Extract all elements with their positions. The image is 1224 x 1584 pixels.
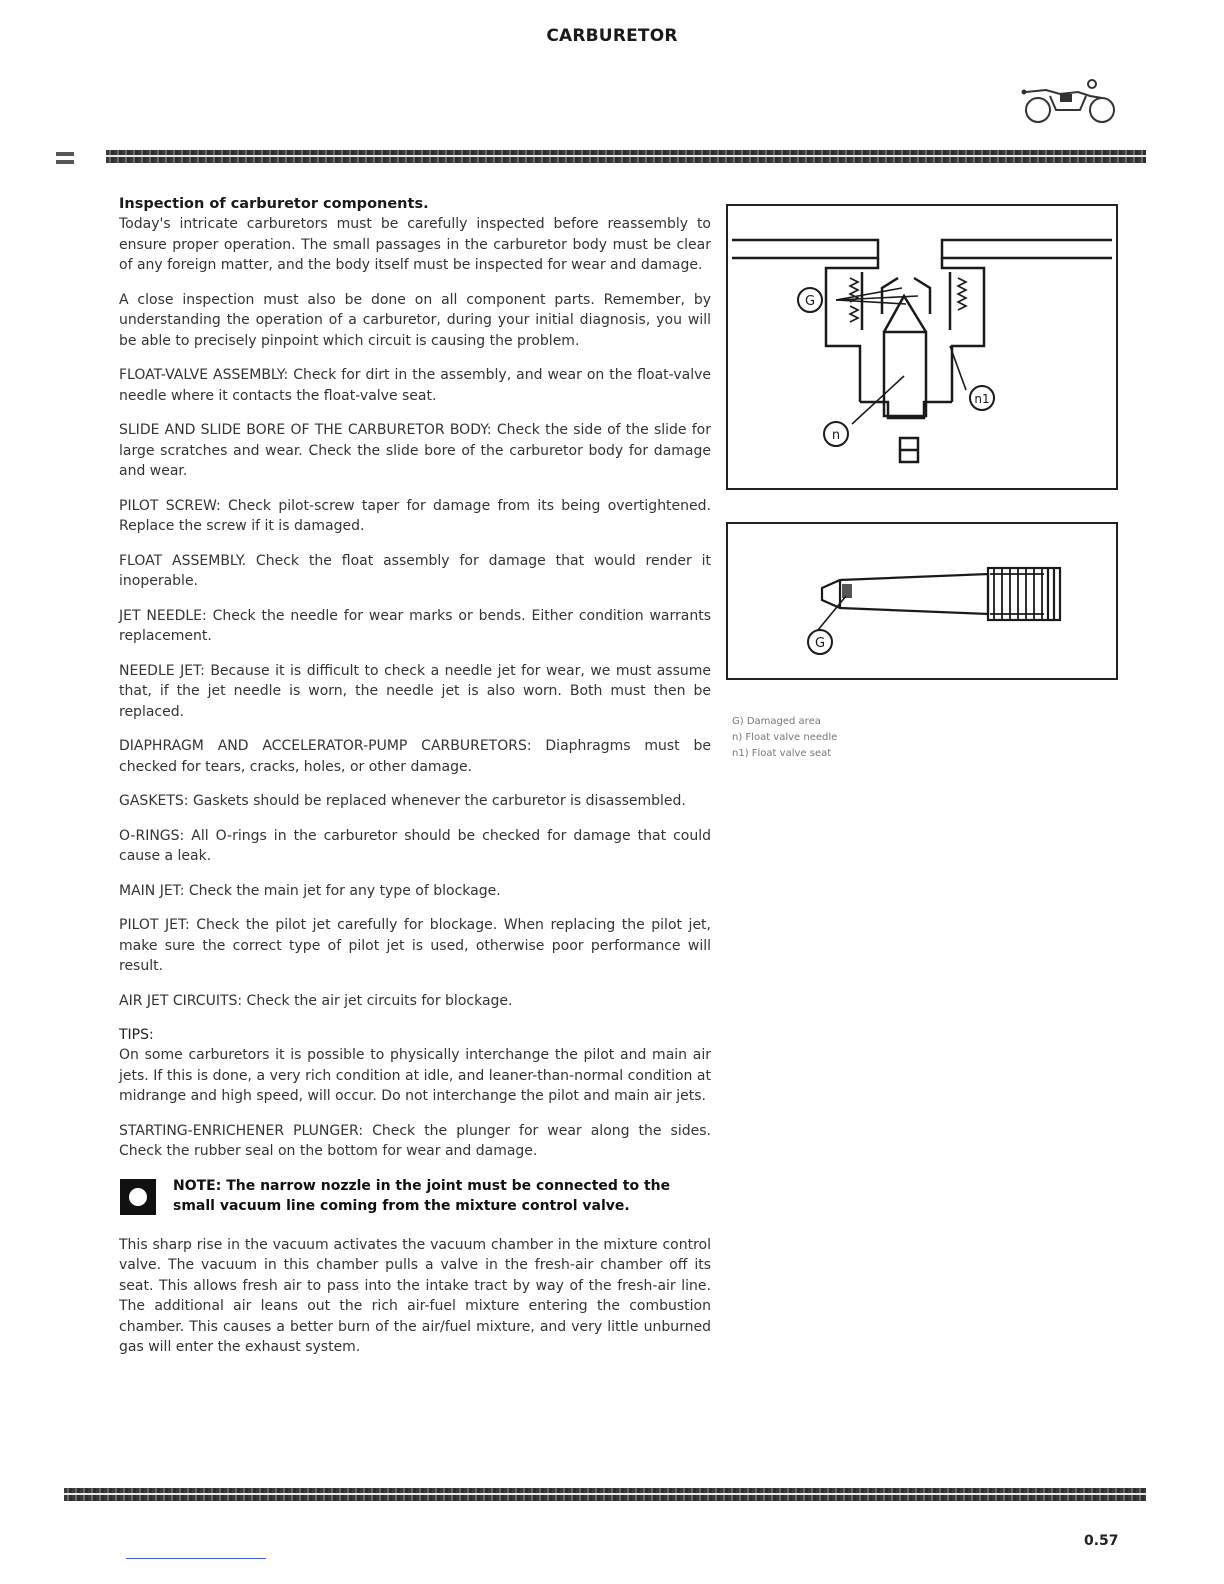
label-g	[808, 630, 832, 654]
paragraph: JET NEEDLE: Check the needle for wear marks or bends. Either condition warrants replacement.	[119, 607, 711, 644]
caption-line: G) Damaged area	[732, 716, 821, 727]
caption-line: n) Float valve needle	[732, 732, 838, 743]
page-number: 0.57	[1084, 1533, 1119, 1549]
section-title: Inspection of carburetor components.	[119, 196, 429, 212]
closing-paragraph: This sharp rise in the vacuum activates the vacuum chamber in the mixture control valve. The vacuum in this chamber pulls a valve in the fresh-air chamber off its seat. This allows fresh air to pass into the intake tract by way of the fresh-air line. The additional air leans out the rich air-fuel mixture entering the combustion chamber. This causes a better burn of the air/fuel mixture, and very little unburned gas will enter the exhaust system.	[119, 1236, 711, 1355]
figure-caption	[732, 714, 882, 762]
paragraph: FLOAT ASSEMBLY. Check the float assembly for damage that would render it inoperable.	[119, 552, 711, 589]
top-rule	[106, 150, 1146, 163]
paragraph: SLIDE AND SLIDE BORE OF THE CARBURETOR BODY: Check the side of the slide for large scratches and wear. Check the slide bore of the carburetor body for damage and wear.	[119, 422, 711, 479]
pilot-screw-figure	[726, 522, 1118, 680]
float-valve-diagram	[728, 206, 1116, 488]
label-n1-text: n1	[974, 392, 990, 406]
body-text	[119, 194, 711, 1372]
tips-paragraph: STARTING-ENRICHENER PLUNGER: Check the plunger for wear along the sides. Check the rubber seal on the bottom for wear and damage.	[119, 1122, 711, 1159]
note-icon	[120, 1179, 156, 1215]
motorcycle-icon	[1016, 76, 1120, 126]
label-n1	[970, 386, 994, 410]
link-underline	[126, 1558, 266, 1559]
paragraph: PILOT JET: Check the pilot jet carefully for blockage. When replacing the pilot jet, make sure the correct type of pilot jet is used, otherwise poor performance will result.	[119, 917, 711, 974]
paragraph: DIAPHRAGM AND ACCELERATOR-PUMP CARBURETORS: Diaphragms must be checked for tears, cracks, holes, or other damage.	[119, 738, 711, 775]
float-valve-figure	[726, 204, 1118, 490]
note-text: NOTE: The narrow nozzle in the joint must be connected to the small vacuum line coming from the mixture control valve.	[173, 1177, 671, 1214]
note-block	[119, 1176, 711, 1217]
label-g	[798, 288, 822, 312]
paragraph: GASKETS: Gaskets should be replaced whenever the carburetor is disassembled.	[119, 793, 686, 809]
paragraph: PILOT SCREW: Check pilot-screw taper for damage from its being overtightened. Replace the screw if it is damaged.	[119, 497, 711, 534]
pilot-screw-diagram	[728, 524, 1116, 678]
bottom-rule	[64, 1488, 1146, 1501]
paragraph: FLOAT-VALVE ASSEMBLY: Check for dirt in the assembly, and wear on the float-valve needle where it contacts the float-valve seat.	[119, 367, 711, 404]
paragraph: MAIN JET: Check the main jet for any type of blockage.	[119, 882, 501, 899]
label-n	[824, 422, 848, 446]
label-g-text: G	[804, 294, 816, 309]
paragraph: Today's intricate carburetors must be carefully inspected before reassembly to ensure proper operation. The small passages in the carburetor body must be clear of any foreign matter, and the body itself must be inspected for wear and damage.	[119, 216, 711, 273]
margin-mark	[56, 160, 74, 164]
label-g-text: G	[814, 636, 826, 651]
tips-paragraph: On some carburetors it is possible to physically interchange the pilot and main air jets. If this is done, a very rich condition at idle, and leaner-than-normal condition at midrange and high speed, will occur. Do not interchange the pilot and main air jets.	[119, 1047, 711, 1104]
paragraph: A close inspection must also be done on all component parts. Remember, by understanding the operation of a carburetor, during your initial diagnosis, you will be able to precisely pinpoint which circuit is causing the problem.	[119, 291, 711, 349]
label-n-text: n	[831, 428, 841, 443]
margin-mark	[56, 152, 74, 156]
paragraph: O-RINGS: All O-rings in the carburetor should be checked for damage that could cause a leak.	[119, 827, 711, 864]
paragraph: NEEDLE JET: Because it is difficult to check a needle jet for wear, we must assume that, if the jet needle is worn, the needle jet is also worn. Both must then be replaced.	[119, 662, 711, 720]
page-title: CARBURETOR	[546, 26, 678, 46]
tips-heading: TIPS:	[119, 1027, 154, 1043]
caption-line: n1) Float valve seat	[732, 748, 832, 759]
paragraph: AIR JET CIRCUITS: Check the air jet circuits for blockage.	[119, 992, 513, 1009]
